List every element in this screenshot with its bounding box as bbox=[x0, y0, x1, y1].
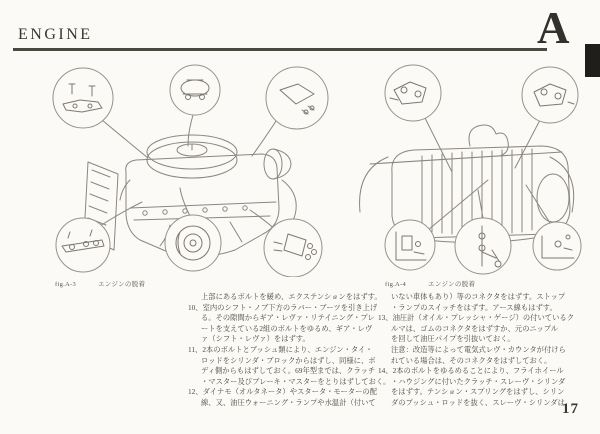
figure-caption-right bbox=[385, 279, 475, 288]
text-line: 上部にあるボルトを緩め、エクステンションをはずす。 bbox=[201, 292, 382, 301]
text-column-right bbox=[378, 292, 578, 409]
text-line: ・ハウジングに付いたクラッチ・スレーヴ・シリンダ bbox=[391, 376, 566, 386]
text-column-left bbox=[188, 292, 391, 409]
text-line: ディ側からもはずしておく。69年型までは、クラッチ bbox=[201, 366, 376, 376]
text-line: 注意：改造等によって電気式レヴ・カウンタが付けら bbox=[391, 344, 566, 354]
figure-caption-left bbox=[55, 279, 145, 288]
figure-label: fig.A-3 bbox=[55, 281, 77, 288]
text-line: れている場合は、そのコネクタをはずしておく。 bbox=[391, 355, 552, 365]
text-line: る。その隙間からギア・レヴァ・リテイニング・プレ bbox=[201, 313, 375, 323]
text-line: 12、ダイナモ（オルタネータ）やスタータ・モーターの配 bbox=[188, 387, 377, 397]
text-line: 10、室内のシフト・ノブ下方のラバー・ブーツを引き上げ bbox=[188, 302, 378, 312]
text-line: ァ（シフト・レヴァ）をはずす。 bbox=[201, 334, 310, 344]
figure-caption-text: エンジンの脱着 bbox=[428, 281, 476, 288]
engine-installation-illustration bbox=[330, 60, 600, 277]
figure-caption-text: エンジンの脱着 bbox=[98, 281, 146, 288]
text-line: をはずす。テンション・スプリングをはずし、シリン bbox=[391, 387, 565, 397]
section-letter: A bbox=[537, 3, 570, 53]
header-rule bbox=[13, 48, 547, 51]
text-line: 14、2本のボルトをゆるめることにより、フライホイール bbox=[378, 366, 564, 376]
text-line: 13、油圧計（オイル・プレッシャ・ゲージ）の付いているク bbox=[378, 313, 574, 323]
text-line: ダのプッシュ・ロッドを抜く、スレーヴ・シリンダは、 bbox=[391, 397, 573, 407]
text-line: を回して油圧パイプを引抜いておく。 bbox=[391, 334, 515, 344]
text-line: 11、2本のボルトとブッシュ類により、エンジン・タイ・ bbox=[188, 344, 373, 354]
figure-label: fig.A-4 bbox=[385, 281, 407, 288]
page-title: ENGINE bbox=[18, 26, 93, 43]
text-line: 線、又、油圧ウォーニング・ランプや水温計（付いて bbox=[201, 397, 376, 407]
text-line: ・ランプのスイッチをはずす。アース線もはずす。 bbox=[391, 302, 557, 312]
text-line: いない車体もあり）等のコネクタをはずす。ストップ bbox=[391, 292, 566, 301]
text-line: ルマは、ゴムのコネクタをはずすか、元のニップル bbox=[391, 323, 559, 333]
text-line: ートを支えている2組のボルトをゆるめ、ギア・レヴ bbox=[201, 323, 373, 333]
text-line: ・マスター及びブレーキ・マスターをとりはずしておく。 bbox=[201, 376, 391, 386]
page-number: 17 bbox=[562, 401, 579, 417]
text-line: ロッドをシリンダ・ブロックからはずし、同様に、ボ bbox=[201, 355, 376, 365]
engine-removal-illustration bbox=[30, 60, 330, 277]
